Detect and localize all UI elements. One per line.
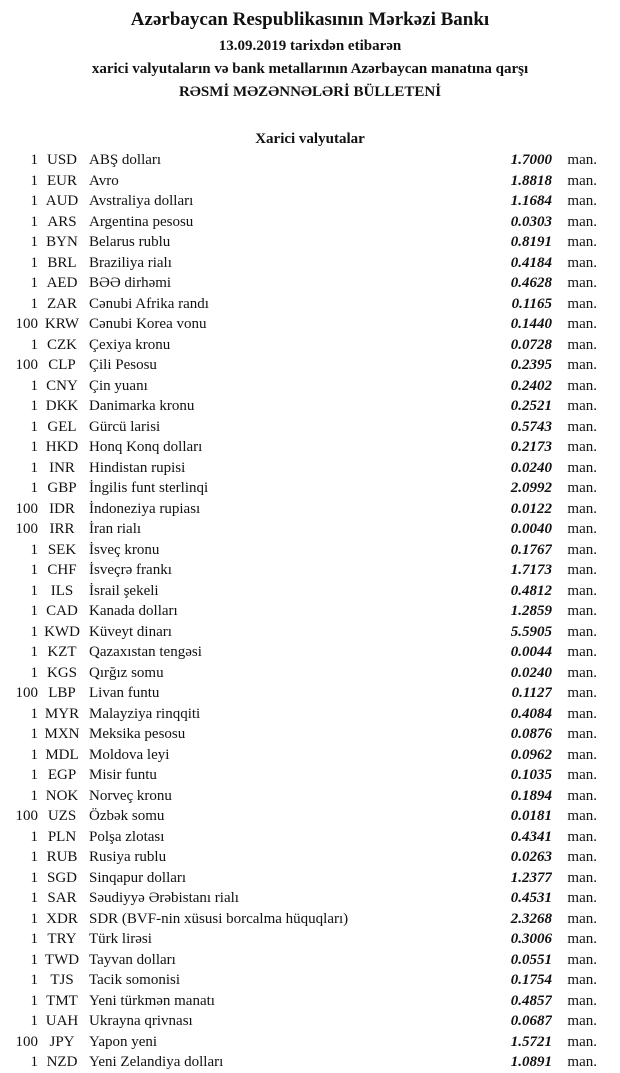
currency-code-cell: BYN [46, 234, 78, 250]
rate-row [0, 642, 597, 663]
rate-row [0, 191, 597, 212]
rate-value-cell: 0.0687 [510, 1013, 552, 1029]
currency-name-cell: Cənubi Afrika randı [89, 295, 209, 312]
rate-value-cell: 0.1127 [511, 685, 552, 701]
unit-cell: man. [567, 849, 597, 865]
currency-name-cell: Moldova leyi [89, 746, 170, 763]
quantity-cell: 100 [15, 685, 38, 701]
currency-name-cell: Qırğız somu [89, 664, 164, 681]
rate-row [0, 499, 597, 520]
currency-code-cell: GBP [47, 480, 77, 496]
currency-name-cell: Avstraliya dolları [89, 193, 194, 209]
unit-cell: man. [567, 172, 597, 189]
unit-cell: man. [567, 316, 597, 332]
unit-cell: man. [567, 582, 597, 599]
currency-name-cell: BƏƏ dirhəmi [89, 275, 172, 291]
currency-code-cell: XDR [46, 910, 78, 927]
rate-value-cell: 0.4857 [510, 992, 552, 1009]
rate-row [0, 232, 597, 253]
quantity-cell: 1 [30, 439, 38, 455]
rate-value-cell: 0.4812 [510, 582, 552, 599]
unit-cell: man. [567, 787, 597, 804]
unit-cell: man. [567, 644, 597, 660]
rate-value-cell: 0.1754 [510, 972, 552, 988]
unit-cell: man. [567, 603, 597, 619]
currency-code-cell: PLN [47, 828, 77, 845]
quantity-cell: 1 [30, 972, 38, 988]
currency-code-cell: DKK [45, 398, 79, 414]
currency-code-cell: IDR [49, 500, 75, 517]
quantity-cell: 100 [15, 521, 38, 537]
quantity-cell: 1 [30, 623, 38, 640]
rate-row [0, 212, 597, 233]
rate-value-cell: 0.0876 [510, 726, 552, 742]
rate-row [0, 458, 597, 479]
currency-code-cell: IRR [49, 521, 75, 537]
currency-code-cell: KWD [44, 623, 80, 640]
unit-cell: man. [567, 705, 597, 722]
currency-name-cell: Norveç kronu [89, 787, 172, 804]
unit-cell: man. [567, 398, 597, 414]
quantity-cell: 1 [30, 398, 38, 414]
rate-row [0, 478, 597, 499]
quantity-cell: 100 [15, 808, 38, 824]
quantity-cell: 1 [30, 705, 38, 722]
rate-row [0, 929, 597, 950]
unit-cell: man. [567, 931, 597, 947]
rate-value-cell: 0.0122 [510, 500, 552, 517]
quantity-cell: 1 [30, 664, 38, 681]
currency-code-cell: SAR [47, 890, 77, 906]
quantity-cell: 1 [30, 275, 38, 291]
quantity-cell: 1 [30, 869, 38, 886]
unit-cell: man. [567, 193, 597, 209]
rate-value-cell: 0.1035 [510, 767, 552, 783]
currency-code-cell: MYR [44, 705, 80, 722]
rate-value-cell: 0.4341 [510, 828, 552, 845]
currency-name-cell: Livan funtu [89, 685, 160, 701]
rate-row [0, 273, 597, 294]
rate-row [0, 294, 597, 315]
rate-row [0, 335, 597, 356]
currency-code-cell: JPY [49, 1033, 75, 1050]
currency-code-cell: CZK [47, 336, 77, 353]
quantity-cell: 1 [30, 767, 38, 783]
rate-row [0, 663, 597, 684]
unit-cell: man. [567, 808, 597, 824]
currency-code-cell: TJS [50, 972, 74, 988]
unit-cell: man. [567, 254, 597, 271]
quantity-cell: 1 [30, 459, 38, 476]
unit-cell: man. [567, 480, 597, 496]
quantity-cell: 1 [30, 582, 38, 599]
currency-code-cell: AUD [45, 193, 79, 209]
rate-row [0, 683, 597, 704]
currency-code-cell: TWD [44, 951, 80, 968]
unit-cell: man. [567, 213, 597, 230]
rate-row [0, 622, 597, 643]
unit-cell: man. [567, 1013, 597, 1029]
currency-code-cell: CHF [47, 562, 77, 578]
rate-row [0, 581, 597, 602]
currency-name-cell: Çexiya kronu [89, 336, 171, 353]
currency-code-cell: GEL [47, 418, 77, 435]
quantity-cell: 1 [30, 336, 38, 353]
rate-row [0, 601, 597, 622]
quantity-cell: 1 [30, 951, 38, 968]
currency-name-cell: Tayvan dolları [89, 951, 176, 968]
unit-cell: man. [567, 500, 597, 517]
rate-row [0, 150, 597, 171]
rate-value-cell: 2.3268 [510, 910, 552, 927]
currency-name-cell: Polşa zlotası [89, 828, 165, 845]
unit-cell: man. [567, 418, 597, 435]
rate-row [0, 868, 597, 889]
currency-name-cell: ABŞ dolları [89, 152, 162, 168]
currency-name-cell: Danimarka kronu [89, 398, 195, 414]
rate-row [0, 1032, 597, 1053]
rate-value-cell: 1.7173 [510, 562, 552, 578]
quantity-cell: 1 [30, 890, 38, 906]
bulletin-title: RƏSMİ MƏZƏNNƏLƏRİ BÜLLETENİ [178, 84, 442, 100]
rate-value-cell: 1.8818 [510, 172, 552, 189]
rate-value-cell: 1.5721 [510, 1033, 552, 1050]
scope-line: xarici valyutaların və bank metallarının Azərbaycan manatına qarşı [91, 61, 529, 77]
rate-value-cell: 2.0992 [510, 480, 552, 496]
currency-name-cell: Kanada dolları [89, 603, 178, 619]
rate-value-cell: 0.4628 [510, 275, 552, 291]
rate-value-cell: 0.0303 [510, 213, 552, 230]
currency-code-cell: USD [46, 152, 77, 168]
currency-code-cell: CLP [48, 357, 76, 373]
rate-value-cell: 0.2521 [510, 398, 552, 414]
quantity-cell: 1 [30, 787, 38, 804]
currency-code-cell: TRY [47, 931, 77, 947]
unit-cell: man. [567, 336, 597, 353]
currency-code-cell: MDL [45, 746, 79, 763]
rate-value-cell: 0.4184 [510, 254, 552, 271]
unit-cell: man. [567, 234, 597, 250]
currency-code-cell: ZAR [47, 295, 77, 312]
quantity-cell: 1 [30, 295, 38, 312]
rate-value-cell: 0.0962 [510, 746, 552, 763]
rate-row [0, 909, 597, 930]
currency-name-cell: Səudiyyə Ərəbistanı rialı [89, 890, 239, 906]
unit-cell: man. [567, 951, 597, 968]
unit-cell: man. [567, 459, 597, 476]
quantity-cell: 1 [30, 234, 38, 250]
currency-name-cell: Meksika pesosu [89, 726, 186, 742]
rate-row [0, 888, 597, 909]
rate-value-cell: 0.1165 [511, 295, 552, 312]
rate-value-cell: 0.8191 [510, 234, 552, 250]
currency-code-cell: NZD [46, 1054, 78, 1070]
quantity-cell: 1 [30, 828, 38, 845]
rate-value-cell: 0.0263 [510, 849, 552, 865]
rate-row [0, 745, 597, 766]
unit-cell: man. [567, 623, 597, 640]
currency-name-cell: Ukrayna qrivnası [89, 1013, 193, 1029]
currency-name-cell: Honq Konq dolları [89, 439, 203, 455]
quantity-cell: 100 [15, 316, 38, 332]
currency-name-cell: İsveçrə frankı [89, 562, 172, 578]
currency-name-cell: Özbək somu [89, 808, 165, 824]
currency-code-cell: UAH [45, 1013, 79, 1029]
unit-cell: man. [567, 726, 597, 742]
unit-cell: man. [567, 439, 597, 455]
currency-name-cell: Küveyt dinarı [89, 623, 172, 640]
currency-code-cell: LBP [48, 685, 76, 701]
currency-code-cell: KRW [44, 316, 80, 332]
currency-name-cell: Gürcü larisi [89, 418, 161, 435]
currency-name-cell: İndoneziya rupiası [89, 500, 201, 517]
quantity-cell: 1 [30, 172, 38, 189]
currency-name-cell: Çin yuanı [89, 377, 148, 394]
currency-name-cell: Hindistan rupisi [89, 459, 186, 476]
currency-name-cell: Belarus rublu [89, 234, 171, 250]
unit-cell: man. [567, 685, 597, 701]
currency-name-cell: SDR (BVF-nin xüsusi borcalma hüquqları) [89, 910, 349, 927]
currency-code-cell: ARS [47, 213, 77, 230]
quantity-cell: 1 [30, 992, 38, 1009]
rate-row [0, 765, 597, 786]
quantity-cell: 1 [30, 849, 38, 865]
rate-value-cell: 1.2859 [510, 603, 552, 619]
currency-code-cell: EGP [47, 767, 77, 783]
currency-name-cell: Qazaxıstan tengəsi [89, 644, 202, 660]
rate-value-cell: 5.5905 [510, 623, 552, 640]
currency-name-cell: Türk lirəsi [89, 931, 152, 947]
currency-code-cell: EUR [47, 172, 77, 189]
rate-value-cell: 1.2377 [510, 869, 552, 886]
unit-cell: man. [567, 521, 597, 537]
quantity-cell: 1 [30, 1054, 38, 1070]
currency-name-cell: Avro [89, 172, 119, 189]
quantity-cell: 1 [30, 931, 38, 947]
unit-cell: man. [567, 541, 597, 558]
rate-value-cell: 0.3006 [510, 931, 552, 947]
rate-value-cell: 0.0240 [510, 664, 552, 681]
rate-value-cell: 0.2395 [510, 357, 552, 373]
rate-value-cell: 1.0891 [510, 1054, 552, 1070]
quantity-cell: 1 [30, 603, 38, 619]
quantity-cell: 1 [30, 480, 38, 496]
exchange-rates-table [0, 150, 620, 1073]
rate-value-cell: 0.1894 [510, 787, 552, 804]
quantity-cell: 1 [30, 254, 38, 271]
currency-name-cell: Tacik somonisi [89, 972, 181, 988]
currency-name-cell: İsveç kronu [89, 541, 160, 558]
quantity-cell: 100 [15, 500, 38, 517]
rate-row [0, 806, 597, 827]
rate-value-cell: 1.7000 [510, 152, 552, 168]
currency-code-cell: CNY [46, 377, 78, 394]
currency-code-cell: INR [49, 459, 75, 476]
rate-row [0, 519, 597, 540]
quantity-cell: 1 [30, 213, 38, 230]
document-header [0, 0, 620, 104]
unit-cell: man. [567, 152, 597, 168]
rate-row [0, 396, 597, 417]
currency-code-cell: BRL [47, 254, 77, 271]
rate-value-cell: 1.1684 [510, 193, 552, 209]
quantity-cell: 1 [30, 562, 38, 578]
currency-name-cell: İsrail şekeli [89, 582, 159, 599]
rate-row [0, 786, 597, 807]
bank-title: Azərbaycan Respublikasının Mərkəzi Bankı [130, 9, 490, 30]
rate-row [0, 1011, 597, 1032]
rate-row [0, 847, 597, 868]
unit-cell: man. [567, 377, 597, 394]
unit-cell: man. [567, 562, 597, 578]
rate-row [0, 376, 597, 397]
currency-code-cell: KZT [47, 644, 77, 660]
rate-value-cell: 0.1767 [510, 541, 552, 558]
currency-code-cell: HKD [45, 439, 79, 455]
rate-value-cell: 0.5743 [510, 418, 552, 435]
quantity-cell: 1 [30, 541, 38, 558]
rate-row [0, 950, 597, 971]
currency-code-cell: MXN [44, 726, 80, 742]
currency-name-cell: Sinqapur dolları [89, 869, 187, 886]
rate-row [0, 1052, 597, 1073]
rate-row [0, 437, 597, 458]
currency-name-cell: İngilis funt sterlinqi [89, 480, 209, 496]
currency-code-cell: CAD [46, 603, 78, 619]
rate-row [0, 827, 597, 848]
rate-value-cell: 0.2402 [510, 377, 552, 394]
currency-code-cell: SGD [46, 869, 77, 886]
rate-row [0, 314, 597, 335]
rate-value-cell: 0.0181 [510, 808, 552, 824]
rate-value-cell: 0.1440 [510, 316, 552, 332]
currency-name-cell: Rusiya rublu [89, 849, 167, 865]
rate-value-cell: 0.0728 [510, 336, 552, 353]
currency-name-cell: Yapon yeni [89, 1033, 158, 1050]
unit-cell: man. [567, 357, 597, 373]
unit-cell: man. [567, 1033, 597, 1050]
unit-cell: man. [567, 828, 597, 845]
currency-code-cell: ILS [50, 582, 74, 599]
currency-code-cell: UZS [47, 808, 77, 824]
quantity-cell: 1 [30, 910, 38, 927]
currency-name-cell: Yeni türkmən manatı [89, 992, 215, 1009]
rate-row [0, 991, 597, 1012]
unit-cell: man. [567, 295, 597, 312]
rate-row [0, 970, 597, 991]
currency-name-cell: Misir funtu [89, 767, 157, 783]
quantity-cell: 1 [30, 418, 38, 435]
rate-row [0, 171, 597, 192]
unit-cell: man. [567, 869, 597, 886]
quantity-cell: 100 [15, 1033, 38, 1050]
currency-name-cell: Braziliya rialı [89, 254, 172, 271]
rate-value-cell: 0.4531 [510, 890, 552, 906]
unit-cell: man. [567, 275, 597, 291]
rate-row [0, 253, 597, 274]
unit-cell: man. [567, 1054, 597, 1070]
rate-value-cell: 0.0040 [510, 521, 552, 537]
rate-value-cell: 0.0240 [510, 459, 552, 476]
rate-value-cell: 0.2173 [510, 439, 552, 455]
currency-code-cell: AED [46, 275, 78, 291]
currency-name-cell: Yeni Zelandiya dolları [89, 1054, 224, 1070]
unit-cell: man. [567, 664, 597, 681]
currency-name-cell: İran rialı [89, 521, 142, 537]
unit-cell: man. [567, 746, 597, 763]
quantity-cell: 1 [30, 152, 38, 168]
quantity-cell: 1 [30, 746, 38, 763]
quantity-cell: 1 [30, 193, 38, 209]
section-title-foreign-currencies: Xarici valyutalar [255, 131, 365, 147]
unit-cell: man. [567, 767, 597, 783]
quantity-cell: 100 [15, 357, 38, 373]
currency-name-cell: Çili Pesosu [89, 357, 157, 373]
rate-row [0, 540, 597, 561]
unit-cell: man. [567, 890, 597, 906]
rate-row [0, 417, 597, 438]
quantity-cell: 1 [30, 644, 38, 660]
rate-value-cell: 0.4084 [510, 705, 552, 722]
quantity-cell: 1 [30, 377, 38, 394]
unit-cell: man. [567, 972, 597, 988]
rate-row [0, 724, 597, 745]
unit-cell: man. [567, 910, 597, 927]
rate-row [0, 355, 597, 376]
currency-name-cell: Malayziya rinqqiti [89, 705, 201, 722]
rate-row [0, 704, 597, 725]
rate-row [0, 560, 597, 581]
effective-date-line: 13.09.2019 tarixdən etibarən [218, 38, 402, 54]
currency-code-cell: SEK [47, 541, 77, 558]
quantity-cell: 1 [30, 726, 38, 742]
rate-value-cell: 0.0551 [510, 951, 552, 968]
currency-name-cell: Argentina pesosu [89, 213, 194, 230]
rate-value-cell: 0.0044 [510, 644, 552, 660]
currency-code-cell: KGS [46, 664, 77, 681]
currency-code-cell: NOK [45, 787, 79, 804]
currency-name-cell: Cənubi Korea vonu [89, 316, 207, 332]
unit-cell: man. [567, 992, 597, 1009]
currency-code-cell: TMT [46, 992, 78, 1009]
currency-code-cell: RUB [46, 849, 78, 865]
quantity-cell: 1 [30, 1013, 38, 1029]
